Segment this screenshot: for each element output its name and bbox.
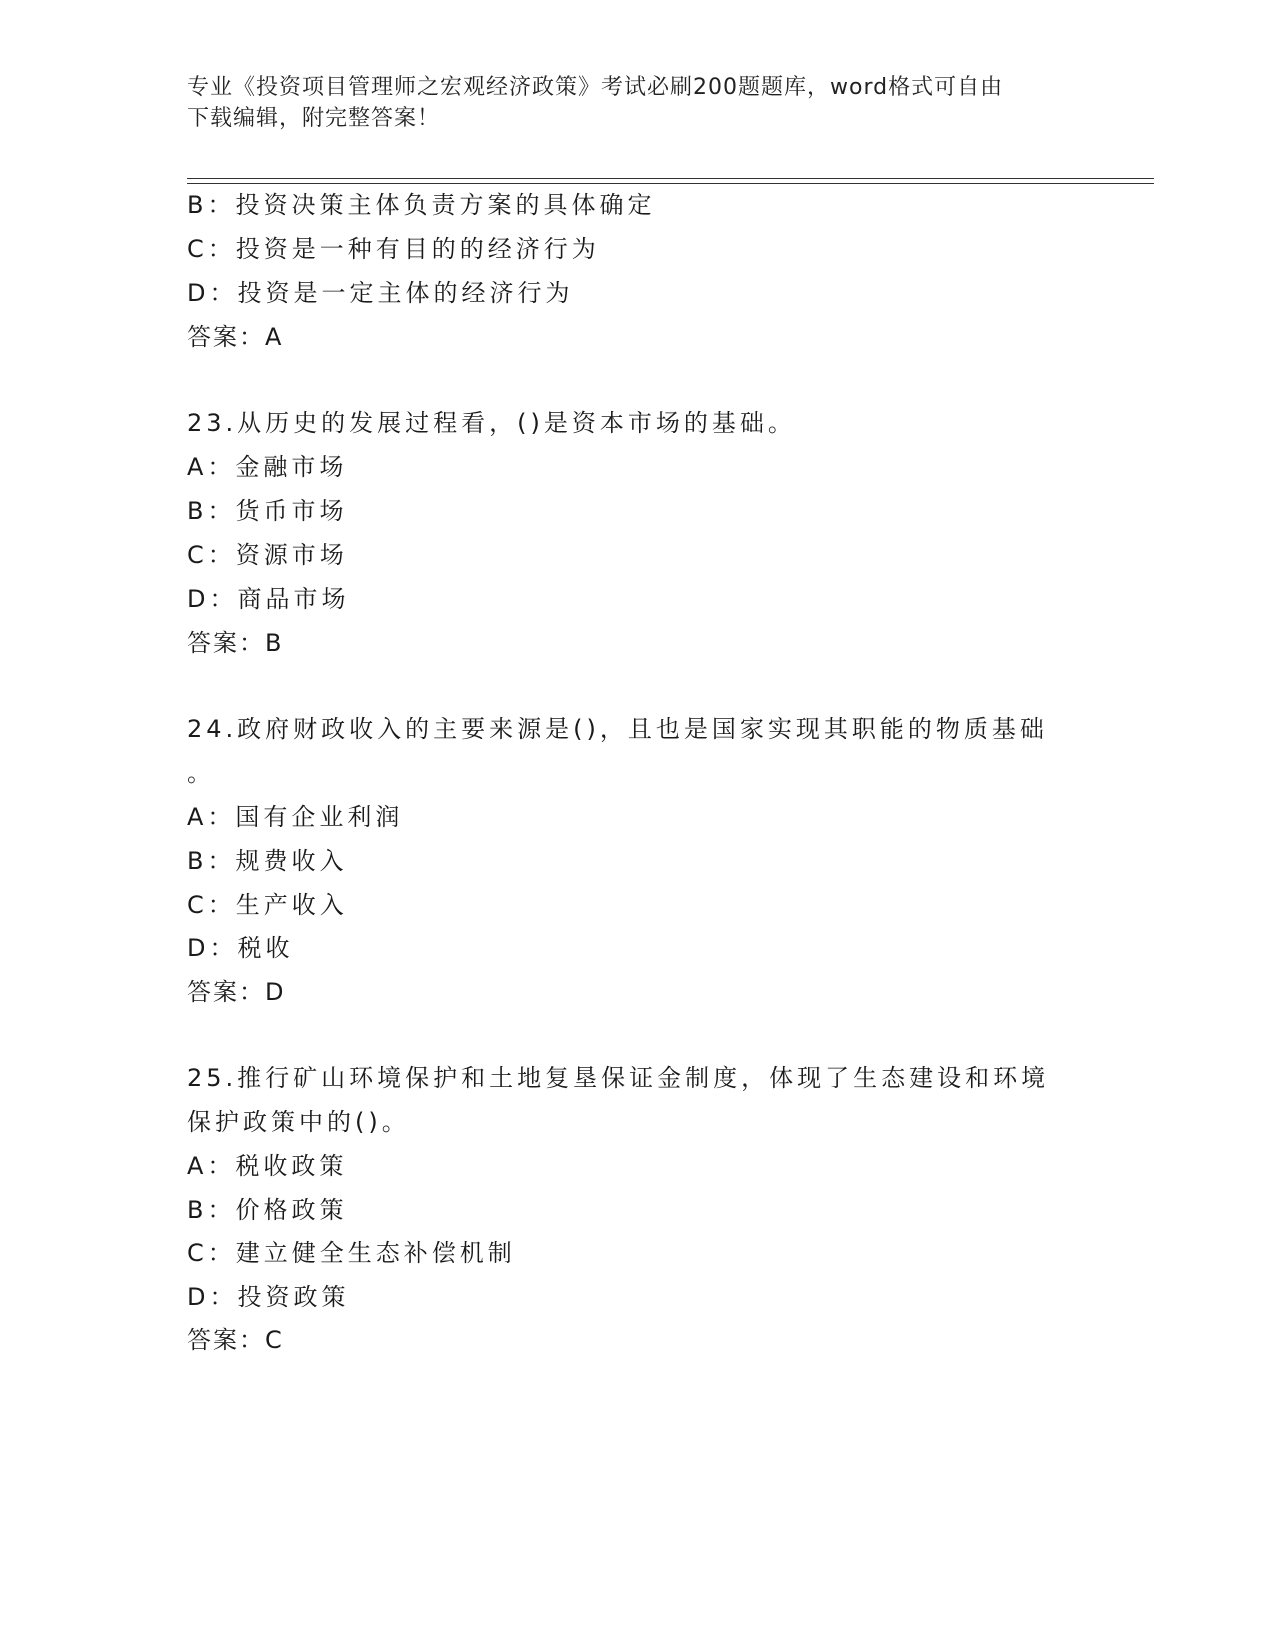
prev-answer: 答案：A xyxy=(187,323,284,351)
q23-option-a: A：金融市场 xyxy=(187,453,348,481)
header-line-2: 下载编辑，附完整答案！ xyxy=(187,106,441,131)
q24-stem-line-1: 24.政府财政收入的主要来源是()，且也是国家实现其职能的物质基础 xyxy=(187,715,1048,743)
prev-option-d: D：投资是一定主体的经济行为 xyxy=(187,279,574,307)
q24-stem-line-2: 。 xyxy=(187,759,215,787)
q24-option-c: C：生产收入 xyxy=(187,891,348,919)
q23-answer: 答案：B xyxy=(187,629,284,657)
q25-stem-line-2: 保护政策中的()。 xyxy=(187,1108,410,1136)
q24-option-b: B：规费收入 xyxy=(187,847,348,875)
q25-option-c: C：建立健全生态补偿机制 xyxy=(187,1239,516,1267)
header-divider-bottom xyxy=(187,183,1154,184)
q23-option-c: C：资源市场 xyxy=(187,541,348,569)
q25-option-a: A：税收政策 xyxy=(187,1152,348,1180)
q25-answer: 答案：C xyxy=(187,1326,284,1354)
q24-option-a: A：国有企业利润 xyxy=(187,803,404,831)
q25-option-b: B：价格政策 xyxy=(187,1196,348,1224)
prev-option-b: B：投资决策主体负责方案的具体确定 xyxy=(187,191,656,219)
q23-option-d: D：商品市场 xyxy=(187,585,350,613)
q23-stem: 23.从历史的发展过程看，()是资本市场的基础。 xyxy=(187,409,796,437)
prev-option-c: C：投资是一种有目的的经济行为 xyxy=(187,235,600,263)
q25-option-d: D：投资政策 xyxy=(187,1283,350,1311)
q25-stem-line-1: 25.推行矿山环境保护和土地复垦保证金制度，体现了生态建设和环境 xyxy=(187,1064,1050,1092)
header-line-1: 专业《投资项目管理师之宏观经济政策》考试必刷200题题库，word格式可自由 xyxy=(187,75,1004,100)
q24-answer: 答案：D xyxy=(187,978,286,1006)
q23-option-b: B：货币市场 xyxy=(187,497,348,525)
header-divider-top xyxy=(187,178,1154,179)
q24-option-d: D：税收 xyxy=(187,934,294,962)
document-header xyxy=(187,72,1067,134)
